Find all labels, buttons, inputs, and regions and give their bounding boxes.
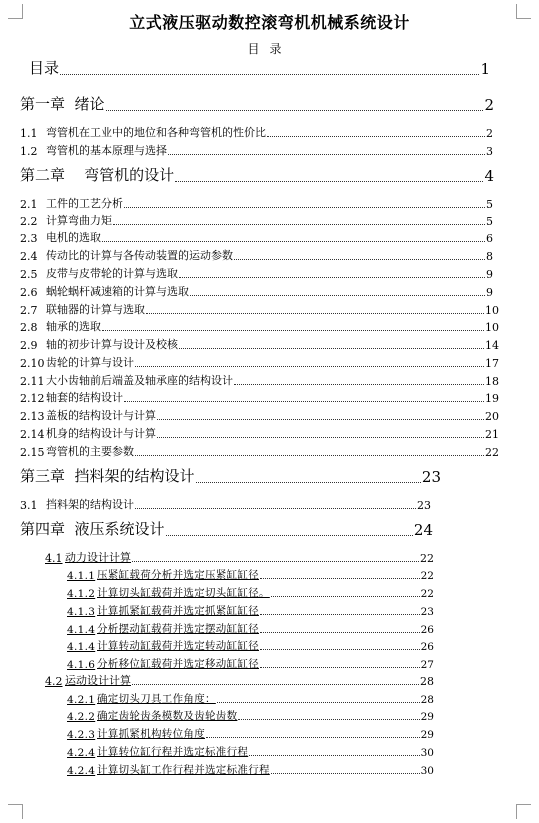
toc-leader-dots xyxy=(175,181,483,182)
toc-entry-page: 4 xyxy=(484,167,494,185)
toc-entry[interactable] xyxy=(20,352,499,370)
toc-entry[interactable] xyxy=(20,316,499,334)
toc-entry-number: 2.14 xyxy=(20,428,45,441)
toc-leader-dots xyxy=(267,136,485,137)
toc-entry-number: 4.2 xyxy=(45,675,63,688)
toc-entry[interactable] xyxy=(20,334,499,352)
toc-entry-page: 10 xyxy=(485,304,499,317)
toc-entry-page: 18 xyxy=(485,375,499,388)
toc-entry-title: 轴的初步计算与设计及校核 xyxy=(46,338,178,351)
toc-entry-number: 4.2.3 xyxy=(67,729,96,741)
toc-entry-number: 2.8 xyxy=(20,321,38,334)
toc-entry-page: 21 xyxy=(485,428,499,441)
toc-entry[interactable] xyxy=(67,705,434,723)
toc-entry-number: 2.2 xyxy=(20,215,38,228)
toc-entry-title: 压紧缸载荷分析并选定压紧缸缸径 xyxy=(97,569,259,581)
toc-entry-title: 目录 xyxy=(29,59,60,77)
toc-entry[interactable] xyxy=(29,60,490,78)
toc-entry-title: 第四章 液压系统设计 xyxy=(20,520,165,538)
toc-entry[interactable] xyxy=(20,227,493,245)
toc-leader-dots xyxy=(157,437,484,438)
toc-entry-title: 计算切头缸载荷并选定切头缸缸径。 xyxy=(97,587,270,599)
toc-entry[interactable] xyxy=(67,564,434,582)
toc-leader-dots xyxy=(179,277,485,278)
toc-entry-number: 1.1 xyxy=(20,127,38,140)
toc-entry-page: 30 xyxy=(420,747,434,759)
toc-entry-number: 4.2.4 xyxy=(67,747,96,759)
toc-leader-dots xyxy=(106,110,484,111)
toc-leader-dots xyxy=(217,702,420,703)
toc-entry[interactable] xyxy=(20,96,494,114)
toc-entry-number: 4.1.3 xyxy=(67,606,96,618)
toc-entry-title: 确定齿轮齿条模数及齿轮齿数 xyxy=(97,710,238,722)
toc-leader-dots xyxy=(234,259,485,260)
toc-entry-title: 计算抓紧机构转位角度 xyxy=(97,728,205,740)
toc-entry-page: 19 xyxy=(485,392,499,405)
toc-entry-page: 5 xyxy=(486,198,493,211)
toc-entry-title: 第二章 弯管机的设计 xyxy=(20,166,175,184)
toc-leader-dots xyxy=(157,419,484,420)
toc-leader-dots xyxy=(260,667,420,668)
toc-entry-number: 4.1.4 xyxy=(67,641,96,653)
toc-entry-number: 2.5 xyxy=(20,268,38,281)
toc-entry-title: 弯管机的基本原理与选择 xyxy=(46,144,167,157)
toc-entry-page: 29 xyxy=(420,711,434,723)
toc-entry-page: 2 xyxy=(486,127,493,140)
toc-entry-title: 计算弯曲力矩 xyxy=(46,214,112,227)
toc-entry-page: 26 xyxy=(420,624,434,636)
toc-entry-page: 28 xyxy=(420,675,434,688)
toc-entry-page: 10 xyxy=(485,321,499,334)
toc-entry-title: 电机的选取 xyxy=(46,231,101,244)
toc-leader-dots xyxy=(238,719,419,720)
toc-leader-dots xyxy=(190,295,485,296)
toc-entry[interactable] xyxy=(20,245,493,263)
toc-leader-dots xyxy=(249,755,419,756)
toc-leader-dots xyxy=(102,330,484,331)
toc-entry-title: 盖板的结构设计与计算 xyxy=(46,409,156,422)
toc-entry-title: 第一章 绪论 xyxy=(20,95,105,113)
toc-entry-number: 2.10 xyxy=(20,357,45,370)
crop-mark-bottom-right xyxy=(516,804,531,819)
toc-entry-number: 4.1.1 xyxy=(67,570,96,582)
toc-leader-dots xyxy=(196,482,421,483)
toc-entry-number: 4.1.2 xyxy=(67,588,96,600)
toc-entry-page: 9 xyxy=(486,286,493,299)
toc-entry-number: 2.7 xyxy=(20,304,38,317)
toc-entry-page: 30 xyxy=(420,765,434,777)
toc-entry-title: 动力设计计算 xyxy=(65,551,131,564)
toc-entry-page: 28 xyxy=(420,694,434,706)
toc-entry-title: 轴承的选取 xyxy=(46,320,101,333)
toc-entry-page: 5 xyxy=(486,215,493,228)
toc-entry[interactable] xyxy=(20,263,493,281)
toc-entry-number: 3.1 xyxy=(20,499,38,512)
toc-entry-number: 2.13 xyxy=(20,410,45,423)
toc-entry[interactable] xyxy=(20,299,499,317)
toc-entry[interactable] xyxy=(20,210,493,228)
toc-entry-page: 9 xyxy=(486,268,493,281)
toc-entry-page: 2 xyxy=(484,96,494,114)
toc-leader-dots xyxy=(135,366,484,367)
toc-entry-page: 22 xyxy=(485,446,499,459)
toc-leader-dots xyxy=(166,535,413,536)
document-title: 立式液压驱动数控滚弯机机械系统设计 xyxy=(129,13,410,32)
toc-entry-title: 皮带与皮带轮的计算与选取 xyxy=(46,267,178,280)
toc-entry-page: 17 xyxy=(485,357,499,370)
toc-entry-page: 27 xyxy=(420,659,434,671)
toc-leader-dots xyxy=(271,773,420,774)
toc-entry[interactable] xyxy=(67,741,434,759)
toc-entry[interactable] xyxy=(67,635,434,653)
toc-entry-title: 计算抓紧缸载荷并选定抓紧缸缸径 xyxy=(97,605,259,617)
toc-entry-number: 2.1 xyxy=(20,198,38,211)
toc-entry-number: 2.12 xyxy=(20,392,45,405)
toc-leader-dots xyxy=(179,348,484,349)
toc-entry[interactable] xyxy=(20,122,493,140)
toc-entry-title: 传动比的计算与各传动装置的运动参数 xyxy=(46,249,233,262)
toc-leader-dots xyxy=(260,578,420,579)
toc-entry-number: 4.2.1 xyxy=(67,694,96,706)
toc-leader-dots xyxy=(260,614,420,615)
toc-entry-number: 4.1.6 xyxy=(67,659,96,671)
toc-entry[interactable] xyxy=(20,441,499,459)
toc-entry-number: 2.4 xyxy=(20,250,38,263)
toc-leader-dots xyxy=(60,74,479,75)
toc-entry-page: 23 xyxy=(417,499,431,512)
toc-entry-number: 4.1 xyxy=(45,552,63,565)
toc-leader-dots xyxy=(135,455,484,456)
toc-entry-title: 蜗轮蜗杆减速箱的计算与选取 xyxy=(46,285,189,298)
toc-leader-dots xyxy=(135,508,416,509)
toc-leader-dots xyxy=(146,313,484,314)
toc-entry-number: 2.3 xyxy=(20,232,38,245)
toc-entry-title: 工件的工艺分析 xyxy=(46,197,123,210)
toc-entry-page: 23 xyxy=(420,606,434,618)
toc-entry[interactable] xyxy=(20,468,441,486)
toc-entry-page: 24 xyxy=(413,521,433,539)
toc-entry-title: 计算转动缸载荷并选定转动缸缸径 xyxy=(97,640,259,652)
toc-entry[interactable] xyxy=(20,387,499,405)
toc-leader-dots xyxy=(168,154,485,155)
toc-entry-page: 22 xyxy=(420,552,434,565)
toc-entry[interactable] xyxy=(67,582,434,600)
toc-entry-page: 3 xyxy=(486,145,493,158)
toc-entry[interactable] xyxy=(67,600,434,618)
toc-leader-dots xyxy=(206,737,420,738)
toc-entry[interactable] xyxy=(20,370,499,388)
toc-entry-page: 8 xyxy=(486,250,493,263)
toc-entry[interactable] xyxy=(20,521,433,539)
toc-leader-dots xyxy=(132,561,419,562)
crop-mark-bottom-left xyxy=(8,804,23,819)
toc-entry[interactable] xyxy=(67,723,434,741)
toc-entry-title: 弯管机的主要参数 xyxy=(46,445,134,458)
toc-entry[interactable] xyxy=(20,167,494,185)
toc-leader-dots xyxy=(124,401,484,402)
toc-entry[interactable] xyxy=(20,140,493,158)
toc-leader-dots xyxy=(271,596,420,597)
toc-entry[interactable] xyxy=(45,547,434,565)
toc-entry-number: 2.6 xyxy=(20,286,38,299)
toc-leader-dots xyxy=(124,207,485,208)
toc-entry-number: 2.15 xyxy=(20,446,45,459)
toc-entry[interactable] xyxy=(67,688,434,706)
toc-entry-title: 弯管机在工业中的地位和各种弯管机的性价比 xyxy=(46,126,266,139)
toc-entry-title: 机身的结构设计与计算 xyxy=(46,427,156,440)
toc-entry[interactable] xyxy=(20,281,493,299)
toc-entry-title: 齿轮的计算与设计 xyxy=(46,356,134,369)
toc-heading: 目录 xyxy=(247,42,292,56)
toc-entry[interactable] xyxy=(67,653,434,671)
toc-entry-title: 大小齿轴前后端盖及轴承座的结构设计 xyxy=(46,374,233,387)
toc-entry-title: 计算转位缸行程并选定标准行程 xyxy=(97,746,249,758)
toc-entry-title: 确定切头刀具工作角度： xyxy=(97,693,216,705)
toc-entry-page: 26 xyxy=(420,641,434,653)
toc-entry-number: 2.11 xyxy=(20,375,45,388)
toc-leader-dots xyxy=(132,684,419,685)
toc-entry-title: 挡料架的结构设计 xyxy=(46,498,134,511)
toc-entry[interactable] xyxy=(20,405,499,423)
toc-entry-title: 计算切头缸工作行程并选定标准行程 xyxy=(97,764,270,776)
toc-entry-number: 4.2.2 xyxy=(67,711,96,723)
toc-leader-dots xyxy=(260,632,420,633)
toc-entry[interactable] xyxy=(20,193,493,211)
toc-entry-title: 第三章 挡料架的结构设计 xyxy=(20,467,195,485)
toc-entry-title: 轴套的结构设计 xyxy=(46,391,123,404)
toc-entry-page: 22 xyxy=(420,570,434,582)
toc-entry-title: 分析摆动缸载荷并选定摆动缸缸径 xyxy=(97,623,259,635)
toc-leader-dots xyxy=(102,241,485,242)
toc-entry-number: 4.2.4 xyxy=(67,765,96,777)
toc-leader-dots xyxy=(234,384,484,385)
toc-entry-title: 分析移位缸载荷并选定移动缸缸径 xyxy=(97,658,259,670)
toc-entry-page: 20 xyxy=(485,410,499,423)
toc-entry-page: 1 xyxy=(480,60,490,78)
toc-entry[interactable] xyxy=(45,670,434,688)
toc-leader-dots xyxy=(113,224,485,225)
toc-entry-page: 29 xyxy=(420,729,434,741)
toc-entry-page: 22 xyxy=(420,588,434,600)
toc-leader-dots xyxy=(260,649,420,650)
toc-entry[interactable] xyxy=(67,759,434,777)
toc-entry[interactable] xyxy=(67,618,434,636)
toc-entry-page: 14 xyxy=(485,339,499,352)
toc-entry-page: 23 xyxy=(421,468,441,486)
toc-entry[interactable] xyxy=(20,494,431,512)
toc-entry-number: 4.1.4 xyxy=(67,624,96,636)
toc-entry-number: 1.2 xyxy=(20,145,38,158)
toc-entry[interactable] xyxy=(20,423,499,441)
toc-entry-title: 运动设计计算 xyxy=(65,674,131,687)
toc-entry-title: 联轴器的计算与选取 xyxy=(46,303,145,316)
toc-entry-page: 6 xyxy=(486,232,493,245)
toc-entry-number: 2.9 xyxy=(20,339,38,352)
